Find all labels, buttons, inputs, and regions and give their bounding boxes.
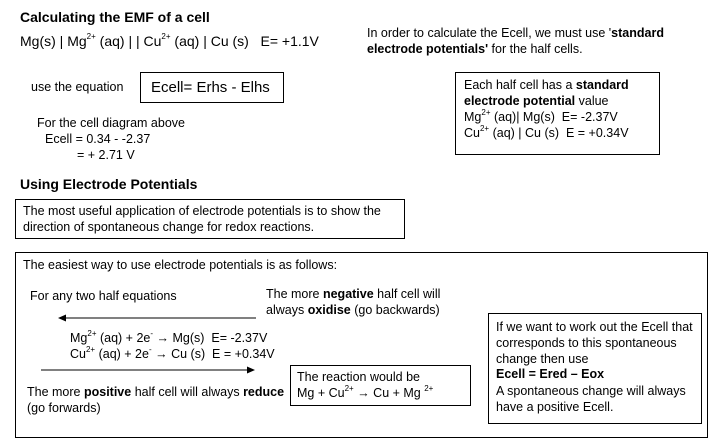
useful-application-box: [15, 199, 405, 239]
bold-text: negative: [322, 287, 374, 301]
text: → Cu (s) E = +0.34V: [151, 347, 275, 361]
text: Mg: [70, 331, 88, 345]
box-text: value: [575, 94, 609, 108]
superscript: 2+: [85, 344, 96, 354]
cell-diagram-part: (aq) | Cu (s) E= +1.1V: [170, 33, 319, 49]
reaction-label: The reaction would be: [297, 370, 420, 384]
text: The more: [27, 385, 84, 399]
bold-text: reduce: [243, 385, 285, 399]
superscript: 2+: [479, 123, 490, 133]
mg-potential: [464, 107, 618, 124]
standard-potential-box: [455, 72, 660, 155]
ecell-positive-note: A spontaneous change will always have a positive Ecell.: [496, 384, 686, 414]
standard-potential-intro: [464, 77, 654, 109]
superscript: -: [148, 344, 152, 354]
text: (aq) + 2e: [95, 347, 149, 361]
text: → Mg(s) E= -2.37V: [153, 331, 268, 345]
positive-half-cell-text: [27, 384, 287, 416]
box-text: Mg: [464, 110, 482, 124]
ecell-formula: Ecell = Ered – Eox: [496, 367, 605, 381]
superscript: 2+: [344, 383, 354, 393]
box-text: (aq) | Cu (s) E = +0.34V: [489, 126, 629, 140]
section-heading: Using Electrode Potentials: [20, 176, 198, 192]
intro-text: In order to calculate the Ecell, we must use ': [367, 26, 612, 40]
negative-half-cell-text: [266, 286, 466, 318]
any-two-half-equations: For any two half equations: [30, 289, 177, 303]
easiest-way-text: The easiest way to use electrode potentials is as follows:: [23, 258, 338, 272]
ecell-explanation: If we want to work out the Ecell that corresponds to this spontaneous change then use: [496, 320, 693, 366]
text: Mg + Cu: [297, 386, 345, 400]
text: (go backwards): [350, 303, 440, 317]
text: → Cu + Mg: [353, 386, 425, 400]
box-text: (aq)| Mg(s) E= -2.37V: [490, 110, 618, 124]
text: The more: [266, 287, 323, 301]
equation-text: Ecell= Erhs - Elhs: [151, 79, 270, 96]
text: half cell will always: [266, 287, 441, 317]
worked-example-line2: = + 2.71 V: [77, 148, 135, 162]
worked-example-line1: Ecell = 0.34 - -2.37: [45, 132, 151, 146]
forward-arrow: [16, 253, 17, 254]
intro-bold-text: standard electrode potentials': [367, 26, 664, 56]
superscript: 2+: [86, 32, 96, 42]
text: (aq) + 2e: [96, 331, 151, 345]
cu-potential: [464, 123, 629, 140]
text: Cu: [70, 347, 86, 361]
superscript: -: [150, 328, 154, 338]
superscript: 2+: [161, 32, 171, 42]
mg-half-equation: [70, 328, 268, 345]
superscript: 2+: [424, 383, 434, 393]
cell-diagram-part: (aq) | | Cu: [95, 33, 162, 49]
bold-text: oxidise: [307, 303, 351, 317]
worked-example-label: For the cell diagram above: [37, 116, 185, 130]
superscript: 2+: [87, 328, 97, 338]
box-bold-text: standard electrode potential: [464, 78, 629, 108]
page-title: Calculating the EMF of a cell: [20, 9, 210, 25]
bold-text: positive: [83, 385, 132, 399]
cell-diagram: [20, 33, 319, 49]
text: (go forwards): [27, 401, 101, 415]
standard-potentials-intro: [367, 25, 697, 57]
equation-box: [140, 72, 284, 103]
cu-half-equation: [70, 344, 275, 361]
use-equation-label: use the equation: [31, 80, 124, 94]
superscript: 2+: [481, 107, 491, 117]
overall-reaction: [297, 383, 434, 400]
box-text: Each half cell has a: [464, 78, 576, 92]
text: half cell will always: [131, 385, 244, 399]
intro-text: for the half cells.: [488, 42, 583, 56]
main-explanation-box: [15, 252, 708, 438]
reaction-box: [290, 365, 471, 406]
useful-application-text: The most useful application of electrode potentials is to show the direction of spontaneous change for redox reactions.: [23, 204, 381, 234]
box-text: Cu: [464, 126, 480, 140]
cell-diagram-part: Mg(s) | Mg: [20, 33, 87, 49]
ecell-box: [488, 313, 702, 424]
